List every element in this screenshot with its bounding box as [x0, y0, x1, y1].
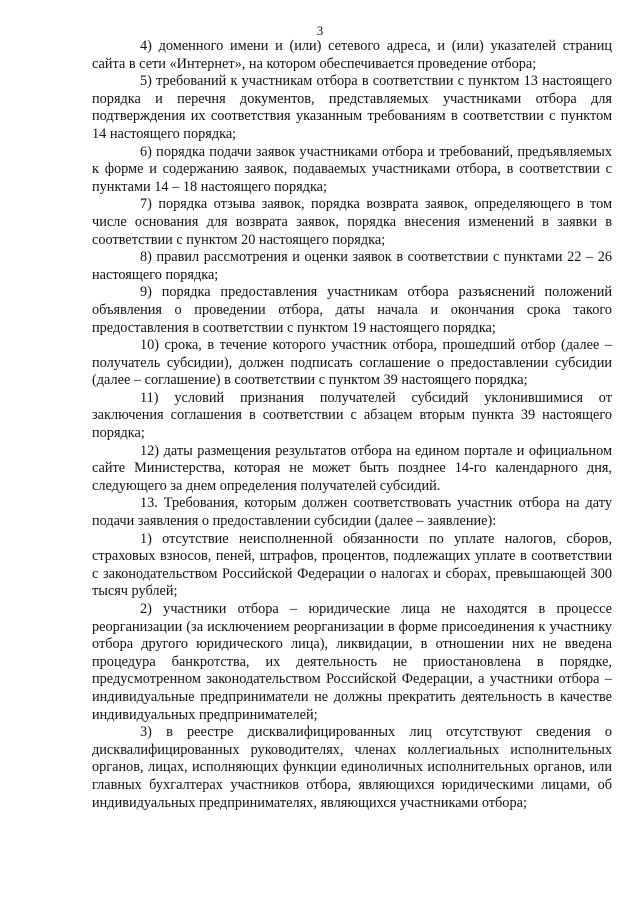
requirement-2-no-reorganization: 2) участники отбора – юридические лица не находятся в процессе реорганизации (за исключением реорганизации в форме присоединения к участнику отбора другого юридического лица), ликвидации, в отношении них не введена процедура банкротства, их деятельность не приостановлена в порядке, предусмотренном законодательством Российской Федерации, а участники отбора – индивидуальные предприниматели не должны прекратить деятельность в качестве индивидуальных предпринимателей; [92, 601, 612, 723]
requirement-3-disqualified-registry: 3) в реестре дисквалифицированных лиц отсутствуют сведения о дисквалифицированных руководителях, членах коллегиальных исполнительных органов, лицах, исполняющих функции единоличных исполнительных органов, или главных бухгалтерах участников отбора, являющихся юридическими лицами, об индивидуальных предпринимателях, являющихся участниками отбора; [92, 724, 612, 811]
list-item-9-clarifications: 9) порядка предоставления участникам отбора разъяснений положений объявления о проведении отбора, даты начала и окончания срока такого предоставления в соответствии с пунктом 19 настоящего порядка; [92, 284, 612, 336]
list-item-5-participant-requirements: 5) требований к участникам отбора в соответствии с пунктом 13 настоящего порядка и перечня документов, представляемых участниками отбора для подтверждения их соответствия указанным требованиям в соответствии с пунктом 14 настоящего порядка; [92, 73, 612, 142]
section-13-requirements: 13. Требования, которым должен соответствовать участник отбора на дату подачи заявления о предоставлении субсидии (далее – заявление): [92, 495, 612, 530]
list-item-7-application-withdrawal: 7) порядка отзыва заявок, порядка возврата заявок, определяющего в том числе основания для возврата заявок, порядка внесения изменений в заявки в соответствии с пунктом 20 настоящего порядка; [92, 196, 612, 248]
list-item-10-agreement-deadline: 10) срока, в течение которого участник отбора, прошедший отбор (далее – получатель субсидии), должен подписать соглашение о предоставлении субсидии (далее – соглашение) в соответствии с пунктом 39 настоящего порядка; [92, 337, 612, 389]
list-item-8-review-rules: 8) правил рассмотрения и оценки заявок в соответствии с пунктами 22 – 26 настоящего порядка; [92, 249, 612, 283]
requirement-1-no-tax-debt: 1) отсутствие неисполненной обязанности по уплате налогов, сборов, страховых взносов, пеней, штрафов, процентов, подлежащих уплате в соответствии с законодательством Российской Федерации о налогах и сборах, превышающей 300 тысяч рублей; [92, 530, 612, 600]
list-item-6-application-procedure: 6) порядка подачи заявок участниками отбора и требований, предъявляемых к форме и содержанию заявок, подаваемых участниками отбора, в соответствии с пунктами 14 – 18 настоящего порядка; [92, 143, 612, 195]
page-number: 3 [316, 23, 324, 38]
list-item-12-results-date: 12) даты размещения результатов отбора на едином портале и официальном сайте Министерства, которая не может быть позднее 14-го календарного дня, следующего за днем определения получателей субсидий. [92, 442, 612, 494]
list-item-4-domain-name: 4) доменного имени и (или) сетевого адреса, и (или) указателей страниц сайта в сети «Интернет», на котором обеспечивается проведение отбора; [92, 38, 612, 72]
list-item-11-evasion-conditions: 11) условий признания получателей субсидий уклонившимися от заключения соглашения в соответствии с абзацем вторым пункта 39 настоящего порядка; [92, 389, 612, 442]
